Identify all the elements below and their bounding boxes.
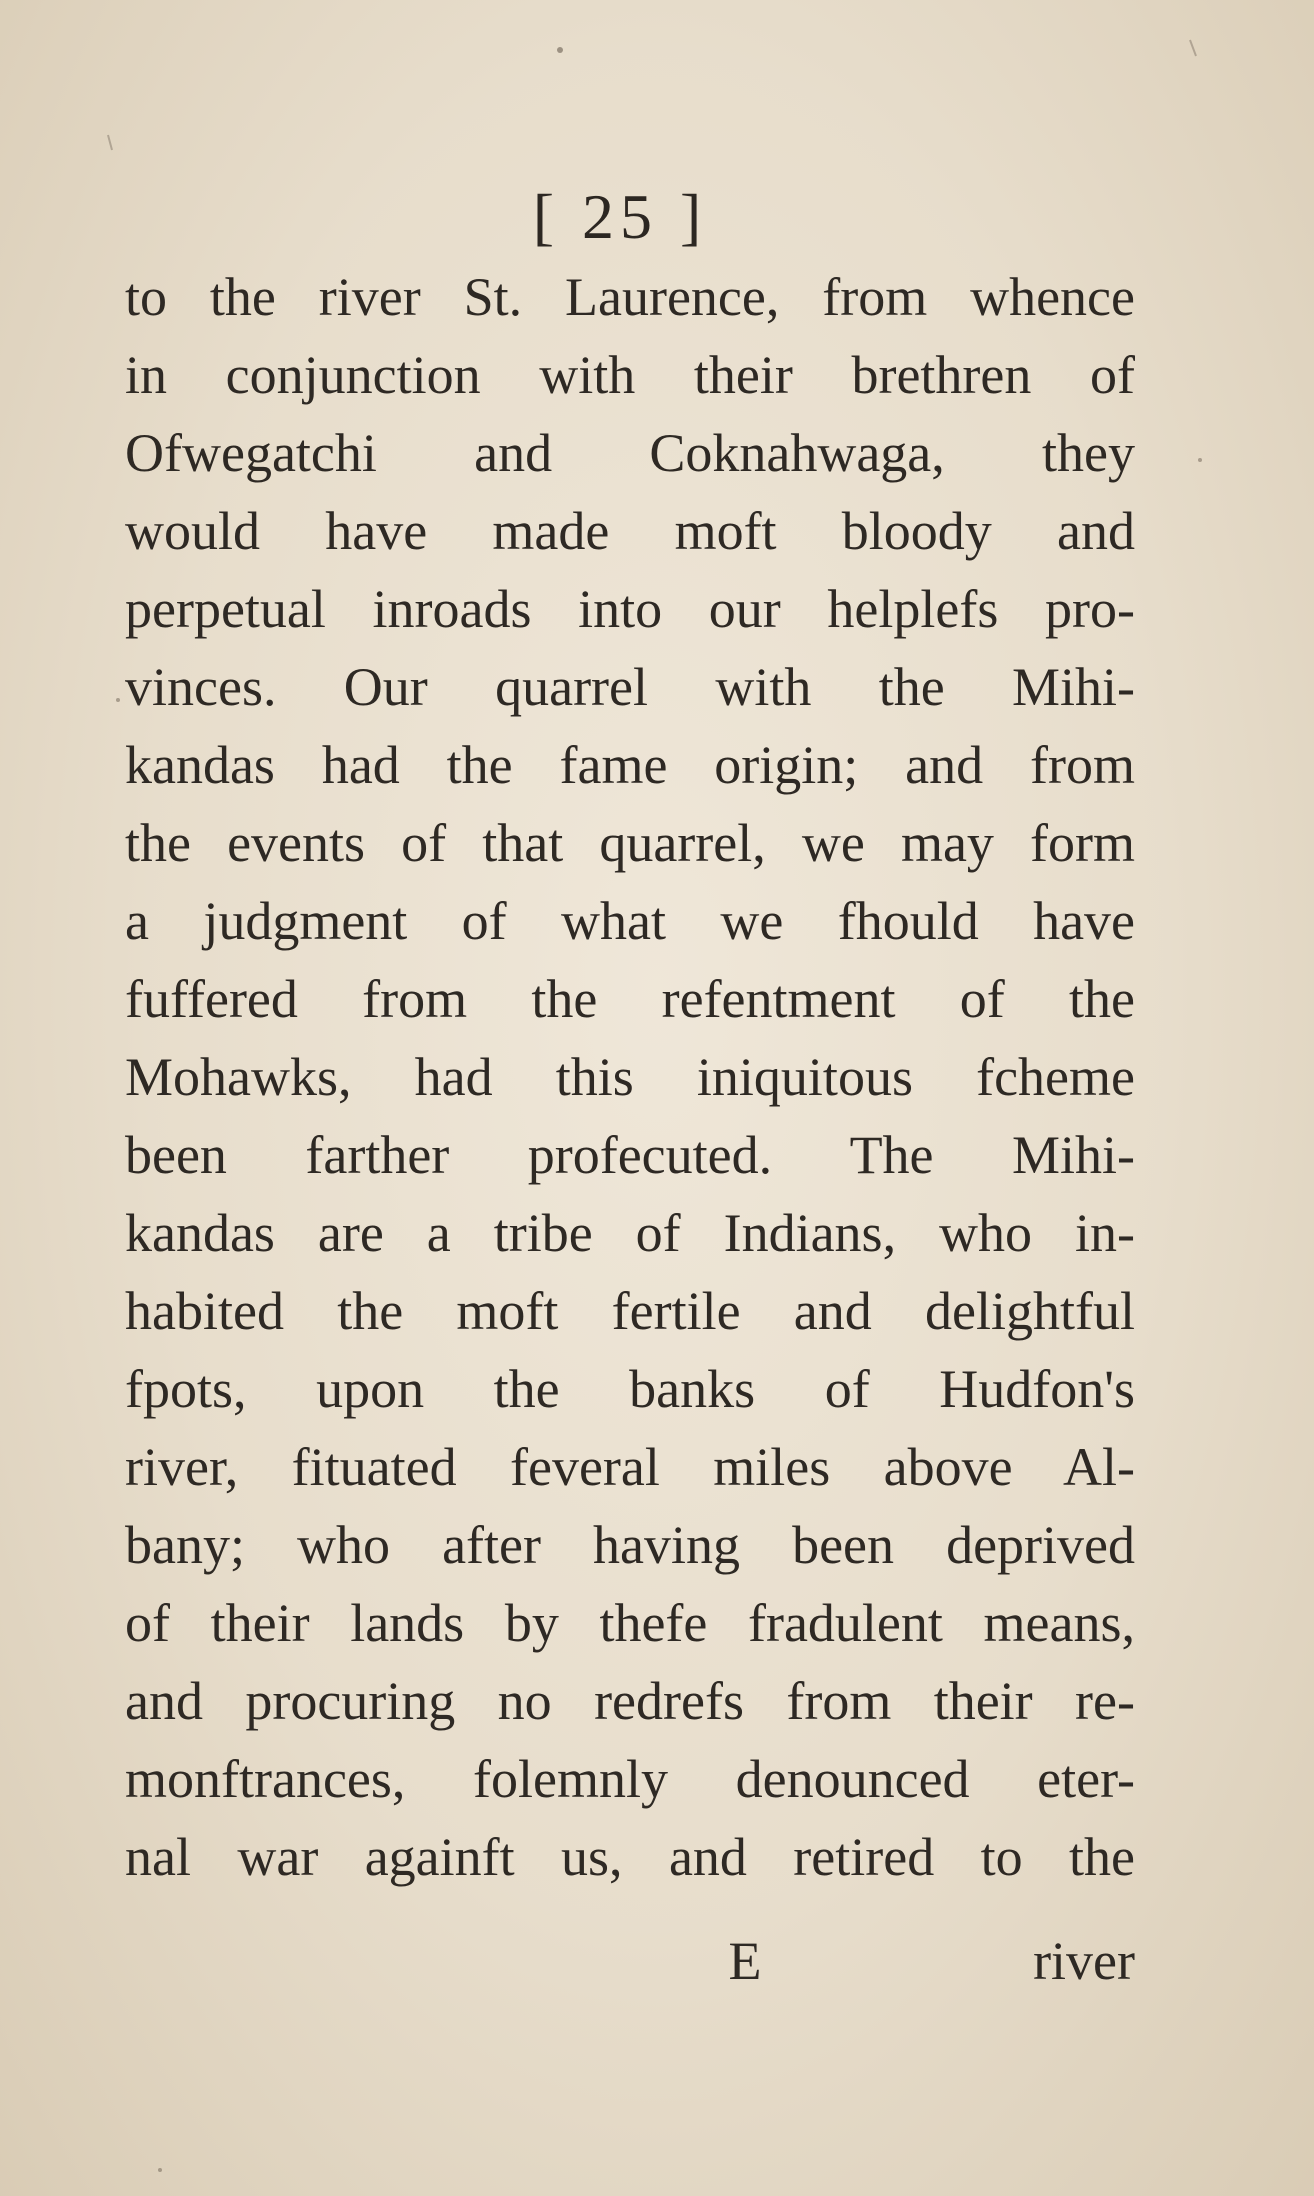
- text-line: bany; who after having been deprived: [125, 1515, 1135, 1575]
- signature-mark: E: [728, 1931, 762, 1991]
- text-line: nal war againft us, and retired to the: [125, 1827, 1135, 1887]
- text-line: a judgment of what we fhould have: [125, 891, 1135, 951]
- text-line: the events of that quarrel, we may form: [125, 813, 1135, 873]
- text-line: kandas are a tribe of Indians, who in-: [125, 1203, 1135, 1263]
- text-line: to the river St. Laurence, from whence: [125, 267, 1135, 327]
- text-line: would have made moft bloody and: [125, 501, 1135, 561]
- text-line: perpetual inroads into our helplefs pro-: [125, 579, 1135, 639]
- text-line: monftrances, folemnly denounced eter-: [125, 1749, 1135, 1809]
- text-line: Mohawks, had this iniquitous fcheme: [125, 1047, 1135, 1107]
- text-line: habited the moft fertile and delightful: [125, 1281, 1135, 1341]
- text-line: kandas had the fame origin; and from: [125, 735, 1135, 795]
- body-text: [125, 258, 1135, 1896]
- text-line: river, fituated feveral miles above Al-: [125, 1437, 1135, 1497]
- text-line: vinces. Our quarrel with the Mihi-: [125, 657, 1135, 717]
- text-line: fuffered from the refentment of the: [125, 969, 1135, 1029]
- text-line: and procuring no redrefs from their re-: [125, 1671, 1135, 1731]
- text-line: in conjunction with their brethren of: [125, 345, 1135, 405]
- catchword: river: [1033, 1931, 1135, 1991]
- text-line: of their lands by thefe fradulent means,: [125, 1593, 1135, 1653]
- text-line: Ofwegatchi and Coknahwaga, they: [125, 423, 1135, 483]
- text-line: been farther profecuted. The Mihi-: [125, 1125, 1135, 1185]
- page-number: [ 25 ]: [532, 181, 708, 252]
- catchline: [125, 1930, 1135, 2008]
- text-line: fpots, upon the banks of Hudfon's: [125, 1359, 1135, 1419]
